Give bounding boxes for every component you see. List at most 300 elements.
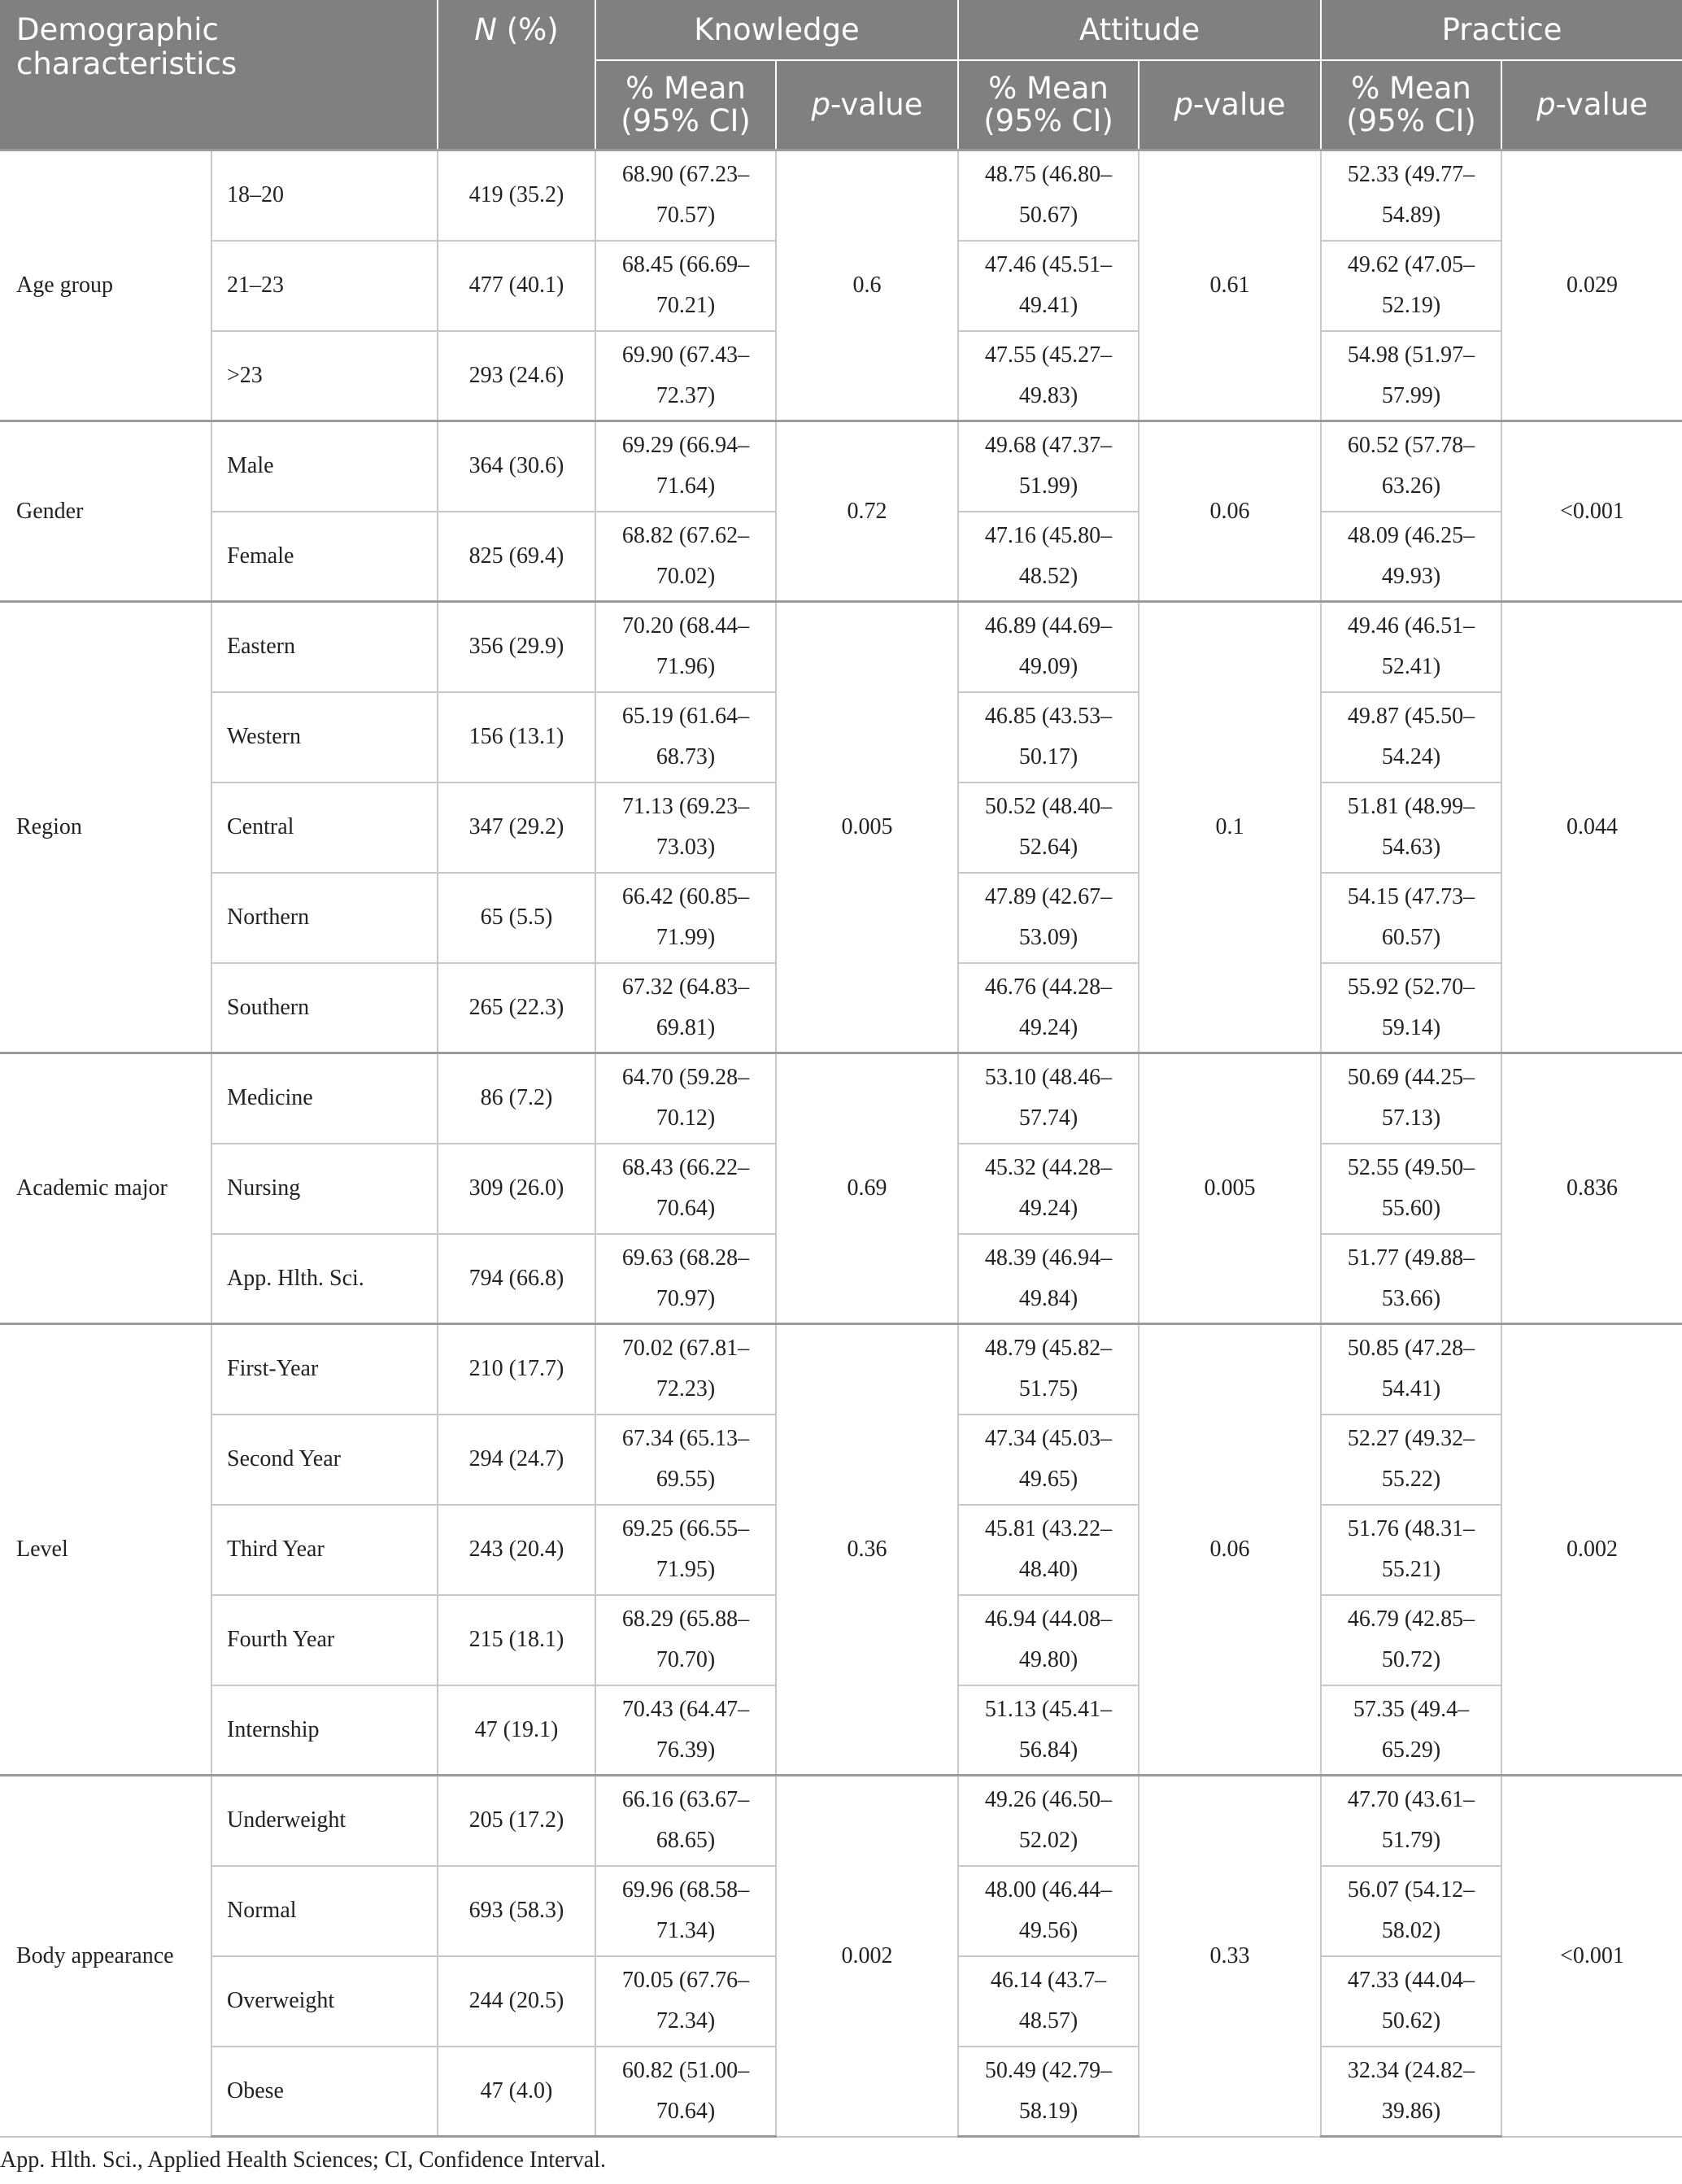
- knowledge-mean-ci-line2: 68.65): [656, 1828, 716, 1854]
- knowledge-mean-ci-line1: 60.82 (51.00–: [621, 2057, 750, 2083]
- subgroup-label: Second Year: [211, 1415, 438, 1505]
- header-n-percent: N (%): [438, 0, 595, 150]
- knowledge-mean-ci-line1: 68.45 (66.69–: [621, 252, 750, 277]
- practice-mean-ci-line2: 55.21): [1381, 1557, 1441, 1582]
- subgroup-label: Northern: [211, 873, 438, 963]
- attitude-mean-ci-line2: 51.75): [1018, 1376, 1078, 1402]
- practice-mean-ci: [1321, 1144, 1501, 1234]
- attitude-mean-ci: [958, 873, 1139, 963]
- attitude-mean-ci-line1: 48.00 (46.44–: [984, 1877, 1113, 1903]
- header-practice: Practice: [1321, 0, 1682, 60]
- practice-mean-ci: [1321, 2047, 1501, 2137]
- practice-mean-ci-line1: 49.46 (46.51–: [1347, 613, 1475, 639]
- category-label: Age group: [0, 150, 211, 421]
- practice-mean-ci: [1321, 1324, 1501, 1415]
- attitude-p-value: 0.06: [1139, 1324, 1321, 1776]
- attitude-mean-ci-line2: 48.57): [1018, 2008, 1078, 2034]
- header-n-letter: N: [474, 12, 497, 47]
- header-p-letter: p: [1174, 87, 1194, 122]
- knowledge-p-value: 0.6: [776, 150, 958, 421]
- attitude-mean-ci: [958, 1595, 1139, 1685]
- practice-mean-ci-line1: 52.33 (49.77–: [1347, 162, 1475, 188]
- practice-mean-ci: [1321, 602, 1501, 692]
- category-label: Academic major: [0, 1053, 211, 1324]
- attitude-mean-ci: [958, 692, 1139, 782]
- practice-mean-ci-line2: 53.66): [1381, 1285, 1441, 1311]
- attitude-mean-ci-line1: 48.75 (46.80–: [984, 162, 1113, 188]
- attitude-mean-ci: [958, 1415, 1139, 1505]
- header-knowledge: Knowledge: [595, 0, 958, 60]
- practice-mean-ci-line1: 55.92 (52.70–: [1347, 974, 1475, 1000]
- n-percent-cell: 347 (29.2): [438, 782, 595, 873]
- attitude-mean-ci-line2: 48.52): [1018, 563, 1078, 589]
- subgroup-label: 18–20: [211, 150, 438, 241]
- n-percent-cell: 156 (13.1): [438, 692, 595, 782]
- attitude-mean-ci-line2: 49.41): [1018, 293, 1078, 318]
- header-p-letter: p: [811, 87, 831, 122]
- practice-mean-ci-line1: 60.52 (57.78–: [1347, 433, 1475, 459]
- attitude-mean-ci: [958, 1866, 1139, 1956]
- practice-mean-ci-line1: 52.27 (49.32–: [1347, 1426, 1475, 1451]
- header-mean-line1: % Mean: [625, 71, 746, 106]
- attitude-mean-ci-line2: 52.02): [1018, 1828, 1078, 1854]
- practice-mean-ci-line2: 59.14): [1381, 1014, 1441, 1040]
- attitude-p-value: 0.33: [1139, 1776, 1321, 2137]
- attitude-mean-ci: [958, 150, 1139, 241]
- header-knowledge-mean: [595, 60, 776, 150]
- knowledge-mean-ci-line2: 69.55): [656, 1467, 716, 1492]
- n-percent-cell: 309 (26.0): [438, 1144, 595, 1234]
- knowledge-p-value: 0.69: [776, 1053, 958, 1324]
- subgroup-label: Southern: [211, 963, 438, 1053]
- knowledge-mean-ci-line2: 71.99): [656, 925, 716, 950]
- knowledge-mean-ci-line2: 69.81): [656, 1014, 716, 1040]
- header-demographic: Demographic characteristics: [0, 0, 438, 150]
- practice-mean-ci: [1321, 1866, 1501, 1956]
- knowledge-mean-ci: [595, 1324, 776, 1415]
- knowledge-mean-ci-line1: 69.25 (66.55–: [621, 1516, 750, 1541]
- practice-mean-ci-line2: 51.79): [1381, 1828, 1441, 1854]
- practice-mean-ci-line2: 57.13): [1381, 1105, 1441, 1131]
- practice-p-value: 0.044: [1501, 602, 1682, 1053]
- attitude-mean-ci-line2: 51.99): [1018, 473, 1078, 499]
- practice-mean-ci-line1: 51.81 (48.99–: [1347, 794, 1475, 819]
- practice-mean-ci-line2: 52.19): [1381, 293, 1441, 318]
- knowledge-mean-ci-line1: 67.32 (64.83–: [621, 974, 750, 1000]
- attitude-mean-ci: [958, 1505, 1139, 1595]
- knowledge-mean-ci-line1: 64.70 (59.28–: [621, 1065, 750, 1091]
- knowledge-mean-ci-line1: 65.19 (61.64–: [621, 704, 750, 729]
- practice-mean-ci-line2: 63.26): [1381, 473, 1441, 499]
- header-practice-mean: [1321, 60, 1501, 150]
- attitude-mean-ci-line2: 50.17): [1018, 744, 1078, 769]
- attitude-mean-ci-line2: 49.24): [1018, 1014, 1078, 1040]
- knowledge-mean-ci: [595, 1866, 776, 1956]
- attitude-mean-ci: [958, 963, 1139, 1053]
- knowledge-p-value: 0.36: [776, 1324, 958, 1776]
- knowledge-mean-ci: [595, 1956, 776, 2047]
- subgroup-label: Male: [211, 421, 438, 512]
- subgroup-label: First-Year: [211, 1324, 438, 1415]
- practice-mean-ci-line1: 48.09 (46.25–: [1347, 522, 1475, 548]
- n-percent-cell: 47 (19.1): [438, 1685, 595, 1776]
- practice-mean-ci: [1321, 150, 1501, 241]
- n-percent-cell: 65 (5.5): [438, 873, 595, 963]
- subgroup-label: App. Hlth. Sci.: [211, 1234, 438, 1324]
- subgroup-label: Eastern: [211, 602, 438, 692]
- practice-mean-ci-line2: 58.02): [1381, 1918, 1441, 1943]
- attitude-mean-ci: [958, 602, 1139, 692]
- knowledge-mean-ci-line2: 70.12): [656, 1105, 716, 1131]
- attitude-p-value: 0.06: [1139, 421, 1321, 602]
- practice-mean-ci-line2: 54.24): [1381, 744, 1441, 769]
- table-row: [0, 150, 1682, 241]
- practice-mean-ci: [1321, 1234, 1501, 1324]
- practice-mean-ci-line2: 52.41): [1381, 654, 1441, 680]
- subgroup-label: Fourth Year: [211, 1595, 438, 1685]
- practice-mean-ci-line1: 51.77 (49.88–: [1347, 1245, 1475, 1271]
- attitude-mean-ci-line2: 52.64): [1018, 835, 1078, 860]
- n-percent-cell: 794 (66.8): [438, 1234, 595, 1324]
- attitude-mean-ci: [958, 421, 1139, 512]
- knowledge-mean-ci: [595, 331, 776, 421]
- knowledge-mean-ci: [595, 1053, 776, 1144]
- n-percent-cell: 293 (24.6): [438, 331, 595, 421]
- attitude-mean-ci-line2: 49.56): [1018, 1918, 1078, 1943]
- table-row: [0, 1324, 1682, 1415]
- header-mean-line2: (95% CI): [1346, 103, 1476, 138]
- practice-mean-ci-line1: 51.76 (48.31–: [1347, 1516, 1475, 1541]
- knowledge-mean-ci: [595, 963, 776, 1053]
- n-percent-cell: 356 (29.9): [438, 602, 595, 692]
- attitude-mean-ci-line1: 46.76 (44.28–: [984, 974, 1113, 1000]
- header-pvalue-suffix: -value: [830, 87, 923, 122]
- subgroup-label: Overweight: [211, 1956, 438, 2047]
- attitude-mean-ci-line1: 49.26 (46.50–: [984, 1787, 1113, 1813]
- attitude-mean-ci: [958, 1776, 1139, 1866]
- practice-mean-ci-line2: 60.57): [1381, 925, 1441, 950]
- practice-mean-ci-line1: 56.07 (54.12–: [1347, 1877, 1475, 1903]
- knowledge-mean-ci: [595, 782, 776, 873]
- knowledge-mean-ci-line2: 70.64): [656, 1196, 716, 1221]
- practice-p-value: 0.029: [1501, 150, 1682, 421]
- attitude-mean-ci-line2: 53.09): [1018, 925, 1078, 950]
- knowledge-p-value: 0.72: [776, 421, 958, 602]
- knowledge-mean-ci-line2: 68.73): [656, 744, 716, 769]
- practice-mean-ci: [1321, 512, 1501, 602]
- knowledge-mean-ci: [595, 1415, 776, 1505]
- practice-mean-ci-line1: 47.33 (44.04–: [1347, 1968, 1475, 1993]
- header-row-1: [0, 0, 1682, 60]
- knowledge-p-value: 0.005: [776, 602, 958, 1053]
- knowledge-mean-ci: [595, 1144, 776, 1234]
- subgroup-label: 21–23: [211, 241, 438, 331]
- practice-mean-ci-line1: 46.79 (42.85–: [1347, 1606, 1475, 1632]
- attitude-mean-ci-line2: 49.24): [1018, 1196, 1078, 1221]
- category-label: Region: [0, 602, 211, 1053]
- knowledge-mean-ci-line2: 72.37): [656, 382, 716, 408]
- knowledge-mean-ci-line1: 66.42 (60.85–: [621, 884, 750, 909]
- attitude-mean-ci: [958, 1956, 1139, 2047]
- attitude-mean-ci: [958, 1144, 1139, 1234]
- table-row: [0, 1053, 1682, 1144]
- attitude-mean-ci-line2: 57.74): [1018, 1105, 1078, 1131]
- practice-mean-ci-line2: 55.60): [1381, 1196, 1441, 1221]
- knowledge-mean-ci-line1: 69.63 (68.28–: [621, 1245, 750, 1271]
- header-attitude-pvalue: [1139, 60, 1321, 150]
- practice-mean-ci-line1: 50.69 (44.25–: [1347, 1065, 1475, 1091]
- n-percent-cell: 364 (30.6): [438, 421, 595, 512]
- attitude-mean-ci: [958, 1234, 1139, 1324]
- header-p-letter: p: [1536, 87, 1556, 122]
- practice-mean-ci-line2: 54.89): [1381, 203, 1441, 229]
- knowledge-mean-ci-line1: 71.13 (69.23–: [621, 794, 750, 819]
- category-label: Gender: [0, 421, 211, 602]
- practice-mean-ci-line1: 52.55 (49.50–: [1347, 1155, 1475, 1180]
- subgroup-label: Normal: [211, 1866, 438, 1956]
- knowledge-p-value: 0.002: [776, 1776, 958, 2137]
- header-practice-pvalue: [1501, 60, 1682, 150]
- practice-mean-ci: [1321, 1053, 1501, 1144]
- knowledge-mean-ci-line2: 72.23): [656, 1376, 716, 1402]
- subgroup-label: Female: [211, 512, 438, 602]
- knowledge-mean-ci: [595, 2047, 776, 2137]
- practice-p-value: <0.001: [1501, 1776, 1682, 2137]
- attitude-mean-ci-line1: 46.14 (43.7–: [990, 1968, 1107, 1993]
- practice-mean-ci: [1321, 1415, 1501, 1505]
- subgroup-label: >23: [211, 331, 438, 421]
- table-footnote: App. Hlth. Sci., Applied Health Sciences; CI, Confidence Interval.: [0, 2147, 606, 2173]
- attitude-mean-ci-line1: 46.89 (44.69–: [984, 613, 1113, 639]
- practice-mean-ci-line1: 54.15 (47.73–: [1347, 884, 1475, 909]
- practice-mean-ci-line2: 50.62): [1381, 2008, 1441, 2034]
- table-header: [0, 0, 1682, 150]
- knowledge-mean-ci-line1: 70.05 (67.76–: [621, 1968, 750, 1993]
- knowledge-mean-ci: [595, 1776, 776, 1866]
- header-pvalue-suffix: -value: [1555, 87, 1648, 122]
- practice-mean-ci-line2: 39.86): [1381, 2098, 1441, 2124]
- knowledge-mean-ci: [595, 1685, 776, 1776]
- practice-mean-ci-line2: 65.29): [1381, 1737, 1441, 1763]
- knowledge-mean-ci-line1: 68.82 (67.62–: [621, 522, 750, 548]
- subgroup-label: Central: [211, 782, 438, 873]
- attitude-mean-ci-line1: 46.85 (43.53–: [984, 704, 1113, 729]
- knowledge-mean-ci-line2: 70.64): [656, 2098, 716, 2124]
- attitude-mean-ci-line1: 51.13 (45.41–: [984, 1696, 1113, 1722]
- knowledge-mean-ci-line2: 71.34): [656, 1918, 716, 1943]
- knowledge-mean-ci-line2: 70.21): [656, 293, 716, 318]
- knowledge-mean-ci: [595, 421, 776, 512]
- attitude-mean-ci-line1: 49.68 (47.37–: [984, 433, 1113, 459]
- attitude-mean-ci-line1: 48.79 (45.82–: [984, 1336, 1113, 1362]
- knowledge-mean-ci-line2: 70.70): [656, 1647, 716, 1672]
- attitude-mean-ci: [958, 782, 1139, 873]
- n-percent-cell: 419 (35.2): [438, 150, 595, 241]
- n-percent-cell: 265 (22.3): [438, 963, 595, 1053]
- table-body: [0, 150, 1682, 2137]
- practice-mean-ci: [1321, 1685, 1501, 1776]
- subgroup-label: Western: [211, 692, 438, 782]
- knowledge-mean-ci-line2: 71.95): [656, 1557, 716, 1582]
- header-mean-line2: (95% CI): [983, 103, 1113, 138]
- attitude-mean-ci: [958, 1324, 1139, 1415]
- practice-mean-ci: [1321, 1776, 1501, 1866]
- practice-p-value: <0.001: [1501, 421, 1682, 602]
- knowledge-mean-ci: [595, 241, 776, 331]
- practice-mean-ci: [1321, 1505, 1501, 1595]
- header-attitude-mean: [958, 60, 1139, 150]
- practice-mean-ci-line2: 50.72): [1381, 1647, 1441, 1672]
- knowledge-mean-ci-line1: 66.16 (63.67–: [621, 1787, 750, 1813]
- practice-mean-ci-line1: 49.87 (45.50–: [1347, 704, 1475, 729]
- header-pvalue-suffix: -value: [1193, 87, 1286, 122]
- practice-mean-ci: [1321, 421, 1501, 512]
- attitude-mean-ci-line2: 49.09): [1018, 654, 1078, 680]
- practice-p-value: 0.836: [1501, 1053, 1682, 1324]
- knowledge-mean-ci-line1: 70.02 (67.81–: [621, 1336, 750, 1362]
- attitude-p-value: 0.61: [1139, 150, 1321, 421]
- practice-mean-ci-line2: 54.41): [1381, 1376, 1441, 1402]
- attitude-p-value: 0.1: [1139, 602, 1321, 1053]
- practice-mean-ci-line1: 49.62 (47.05–: [1347, 252, 1475, 277]
- knowledge-mean-ci-line1: 69.90 (67.43–: [621, 342, 750, 368]
- attitude-mean-ci-line1: 47.34 (45.03–: [984, 1426, 1113, 1451]
- knowledge-mean-ci: [595, 150, 776, 241]
- practice-mean-ci: [1321, 782, 1501, 873]
- knowledge-mean-ci-line1: 68.90 (67.23–: [621, 162, 750, 188]
- attitude-mean-ci-line1: 50.49 (42.79–: [984, 2057, 1113, 2083]
- category-label: Body appearance: [0, 1776, 211, 2137]
- knowledge-mean-ci: [595, 873, 776, 963]
- practice-mean-ci-line1: 50.85 (47.28–: [1347, 1336, 1475, 1362]
- n-percent-cell: 210 (17.7): [438, 1324, 595, 1415]
- n-percent-cell: 86 (7.2): [438, 1053, 595, 1144]
- knowledge-mean-ci-line2: 72.34): [656, 2008, 716, 2034]
- attitude-mean-ci-line2: 49.83): [1018, 382, 1078, 408]
- practice-mean-ci: [1321, 963, 1501, 1053]
- knowledge-mean-ci-line1: 69.96 (68.58–: [621, 1877, 750, 1903]
- knowledge-mean-ci-line1: 70.43 (64.47–: [621, 1696, 750, 1722]
- header-knowledge-pvalue: [776, 60, 958, 150]
- knowledge-mean-ci: [595, 602, 776, 692]
- attitude-mean-ci-line2: 49.65): [1018, 1467, 1078, 1492]
- knowledge-mean-ci: [595, 1234, 776, 1324]
- attitude-mean-ci: [958, 1053, 1139, 1144]
- n-percent-cell: 825 (69.4): [438, 512, 595, 602]
- attitude-mean-ci-line1: 45.32 (44.28–: [984, 1155, 1113, 1180]
- n-percent-cell: 294 (24.7): [438, 1415, 595, 1505]
- knowledge-mean-ci-line2: 76.39): [656, 1737, 716, 1763]
- practice-mean-ci-line2: 49.93): [1381, 563, 1441, 589]
- knowledge-mean-ci-line1: 69.29 (66.94–: [621, 433, 750, 459]
- table-row: [0, 1776, 1682, 1866]
- n-percent-cell: 244 (20.5): [438, 1956, 595, 2047]
- table-row: [0, 421, 1682, 512]
- subgroup-label: Nursing: [211, 1144, 438, 1234]
- subgroup-label: Underweight: [211, 1776, 438, 1866]
- knowledge-mean-ci-line1: 67.34 (65.13–: [621, 1426, 750, 1451]
- attitude-mean-ci-line2: 49.84): [1018, 1285, 1078, 1311]
- knowledge-mean-ci-line2: 73.03): [656, 835, 716, 860]
- subgroup-label: Obese: [211, 2047, 438, 2137]
- practice-mean-ci: [1321, 1595, 1501, 1685]
- attitude-mean-ci-line1: 53.10 (48.46–: [984, 1065, 1113, 1091]
- subgroup-label: Medicine: [211, 1053, 438, 1144]
- attitude-mean-ci-line1: 46.94 (44.08–: [984, 1606, 1113, 1632]
- knowledge-mean-ci: [595, 1505, 776, 1595]
- n-percent-cell: 47 (4.0): [438, 2047, 595, 2137]
- subgroup-label: Third Year: [211, 1505, 438, 1595]
- practice-mean-ci-line1: 57.35 (49.4–: [1353, 1696, 1470, 1722]
- knowledge-mean-ci-line1: 68.43 (66.22–: [621, 1155, 750, 1180]
- n-percent-cell: 243 (20.4): [438, 1505, 595, 1595]
- header-mean-line2: (95% CI): [621, 103, 751, 138]
- practice-mean-ci: [1321, 241, 1501, 331]
- category-label: Level: [0, 1324, 211, 1776]
- knowledge-mean-ci-line2: 70.57): [656, 203, 716, 229]
- attitude-mean-ci: [958, 331, 1139, 421]
- attitude-mean-ci: [958, 512, 1139, 602]
- attitude-mean-ci-line1: 47.55 (45.27–: [984, 342, 1113, 368]
- practice-mean-ci: [1321, 331, 1501, 421]
- knowledge-mean-ci: [595, 1595, 776, 1685]
- knowledge-mean-ci-line2: 70.02): [656, 563, 716, 589]
- attitude-mean-ci-line2: 56.84): [1018, 1737, 1078, 1763]
- practice-mean-ci-line1: 32.34 (24.82–: [1347, 2057, 1475, 2083]
- attitude-mean-ci-line2: 48.40): [1018, 1557, 1078, 1582]
- subgroup-label: Internship: [211, 1685, 438, 1776]
- attitude-mean-ci: [958, 241, 1139, 331]
- attitude-mean-ci: [958, 1685, 1139, 1776]
- attitude-mean-ci-line1: 45.81 (43.22–: [984, 1516, 1113, 1541]
- attitude-mean-ci-line1: 47.46 (45.51–: [984, 252, 1113, 277]
- attitude-mean-ci-line2: 49.80): [1018, 1647, 1078, 1672]
- n-percent-cell: 477 (40.1): [438, 241, 595, 331]
- attitude-mean-ci-line2: 50.67): [1018, 203, 1078, 229]
- n-percent-cell: 205 (17.2): [438, 1776, 595, 1866]
- header-mean-line1: % Mean: [1351, 71, 1471, 106]
- attitude-mean-ci: [958, 2047, 1139, 2137]
- n-percent-cell: 215 (18.1): [438, 1595, 595, 1685]
- practice-mean-ci-line2: 57.99): [1381, 382, 1441, 408]
- practice-p-value: 0.002: [1501, 1324, 1682, 1776]
- attitude-mean-ci-line1: 50.52 (48.40–: [984, 794, 1113, 819]
- practice-mean-ci-line2: 54.63): [1381, 835, 1441, 860]
- practice-mean-ci: [1321, 1956, 1501, 2047]
- attitude-mean-ci-line1: 47.89 (42.67–: [984, 884, 1113, 909]
- table-row: [0, 602, 1682, 692]
- practice-mean-ci-line1: 47.70 (43.61–: [1347, 1787, 1475, 1813]
- knowledge-mean-ci: [595, 512, 776, 602]
- knowledge-mean-ci-line1: 68.29 (65.88–: [621, 1606, 750, 1632]
- attitude-mean-ci-line2: 58.19): [1018, 2098, 1078, 2124]
- practice-mean-ci-line1: 54.98 (51.97–: [1347, 342, 1475, 368]
- knowledge-mean-ci-line2: 71.96): [656, 654, 716, 680]
- header-attitude: Attitude: [958, 0, 1321, 60]
- practice-mean-ci-line2: 55.22): [1381, 1467, 1441, 1492]
- attitude-mean-ci-line1: 48.39 (46.94–: [984, 1245, 1113, 1271]
- knowledge-mean-ci-line2: 70.97): [656, 1285, 716, 1311]
- knowledge-mean-ci-line2: 71.64): [656, 473, 716, 499]
- n-percent-cell: 693 (58.3): [438, 1866, 595, 1956]
- attitude-p-value: 0.005: [1139, 1053, 1321, 1324]
- practice-mean-ci: [1321, 873, 1501, 963]
- practice-mean-ci: [1321, 692, 1501, 782]
- knowledge-mean-ci: [595, 692, 776, 782]
- attitude-mean-ci-line1: 47.16 (45.80–: [984, 522, 1113, 548]
- knowledge-mean-ci-line1: 70.20 (68.44–: [621, 613, 750, 639]
- header-mean-line1: % Mean: [988, 71, 1109, 106]
